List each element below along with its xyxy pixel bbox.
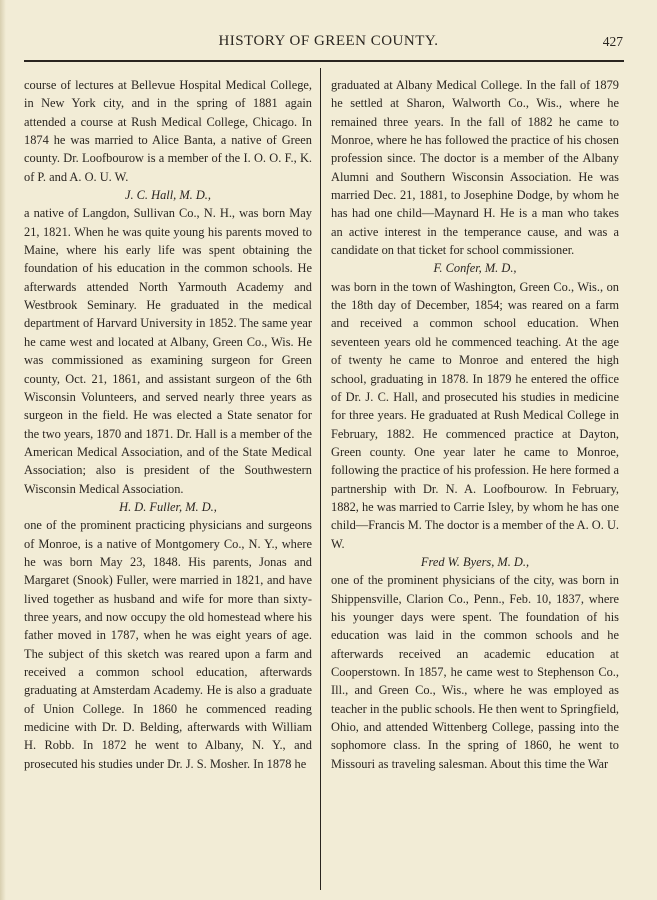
paragraph-fuller-cont: graduated at Albany Medical College. In the fall of 1879 he settled at Sharon, Walworth Co., Wis., where he remained three years. In the fall of 1882 he came to Monroe, where he has followed the practice of his chosen profession since. The doctor is a member of the Albany Alumni and Southern Wisconsin Association. He was married Dec. 21, 1881, to Josephine Dodge, by whom he has had one child—Maynard H. He is a man who takes an active interest in the temperance cause, and was a candidate on that ticket for school commissioner.	[331, 78, 619, 258]
column-divider	[320, 68, 321, 890]
running-header-title: HISTORY OF GREEN COUNTY.	[218, 33, 439, 49]
paragraph-confer: was born in the town of Washington, Green Co., Wis., on the 18th day of December, 1854; was reared on a farm and received a common school education. When seventeen years old he commenced teaching. At the age of twenty he came to Monroe and entered the high school, graduating in 1878. In 1879 he entered the office of Dr. J. C. Hall, and prosecuted his studies in medicine for three years. He graduated at Rush Medical College in February, 1882. He commenced practice at Dayton, Green county. One year later he came to Monroe, following the practice of his profession. He here formed a partnership with Dr. N. A. Loofbourow. In February, 1882, he was married to Carrie Isley, by whom he has one child—Francis M. The doctor is a member of the A. O. U. W.	[331, 279, 619, 551]
heading-confer: F. Confer, M. D.,	[433, 261, 517, 276]
heading-hall: J. C. Hall, M. D.,	[124, 188, 212, 203]
right-column	[331, 76, 619, 773]
page-binding-shadow	[0, 0, 6, 900]
paragraph-fuller: one of the prominent practicing physicians and surgeons of Monroe, is a native of Montgomery Co., N. Y., where he was born May 23, 1848. His parents, Jonas and Margaret (Snook) Fuller, were married in 1821, and have lived together as husband and wife for more than sixty-three years, and now occupy the old homestead where his father moved in 1787, when he was eight years of age. The subject of this sketch was reared upon a farm and received a common school education, afterwards graduating at Amsterdam Academy. He is also a graduate of Union College. In 1860 he commenced reading medicine with Dr. D. Belding, afterwards with William H. Robb. In 1872 he went to Albany, N. Y., and prosecuted his studies under Dr. J. S. Mosher. In 1878 he	[24, 518, 312, 771]
heading-fuller: H. D. Fuller, M. D.,	[119, 499, 217, 514]
left-column	[24, 76, 312, 773]
header-rule	[24, 60, 624, 62]
page-number: 427	[602, 34, 623, 49]
paragraph-loofbourow-end: course of lectures at Bellevue Hospital Medical College, in New York city, and in the spring of 1881 again attended a course at Rush Medical College, Chicago. In 1874 he was married to Alice Banta, a native of Green county. Dr. Loofbourow is a member of the I. O. O. F., K. of P. and A. O. U. W.	[24, 78, 312, 184]
paragraph-hall: a native of Langdon, Sullivan Co., N. H., was born May 21, 1821. When he was quite young his parents moved to Maine, where his early life was spent obtaining the foundation of his education in the common schools. He afterwards attended North Yarmouth Academy and Westbrook Seminary. He graduated in the medical department of Harvard University in 1852. The same year he came west and located at Albany, Green Co., Wis. He was commissioned as examining surgeon for Green county, Oct. 21, 1861, and assistant surgeon of the 6th Wisconsin Volunteers, and served nearly three years as surgeon in the field. He was elected a State senator for the two years, 1870 and 1871. Dr. Hall is a member of the American Medical Association, and of the State Medical Association; also is president of the Southwestern Wisconsin Medical Association.	[24, 206, 312, 496]
heading-byers: Fred W. Byers, M. D.,	[420, 554, 530, 569]
paragraph-byers: one of the prominent physicians of the city, was born in Shippensville, Clarion Co., Penn., Feb. 10, 1837, where his younger days were spent. The foundation of his education was laid in the common schools and he afterwards received an academic education at Cooperstown. In 1857, he came west to Stephenson Co., Ill., and Green Co., Wis., where he was employed as teacher in the public schools. He then went to Springfield, Ohio, and attended Wittenberg College, passing into the sophomore class. In the spring of 1860, he went to Missouri as traveling salesman. About this time the War	[331, 573, 620, 771]
